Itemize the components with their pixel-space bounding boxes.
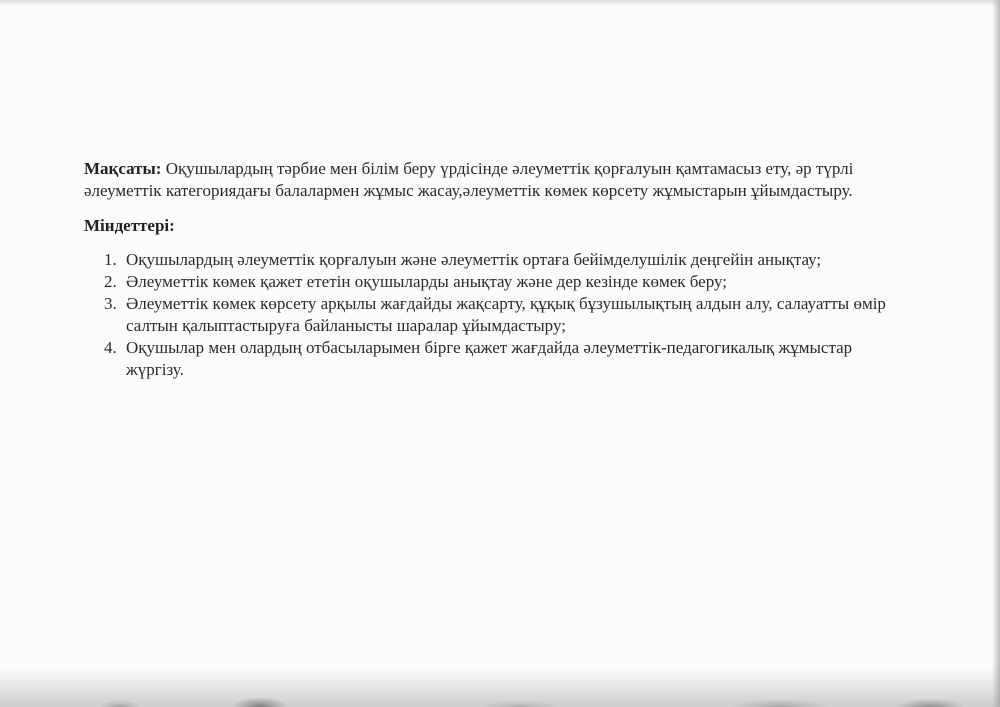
goal-text: Оқушылардың тәрбие мен білім беру үрдісінде әлеуметтік қорғалуын қамтамасыз ету, әр түрлі әлеуметтік категориядағы балалармен жұмыс жасау,әлеуметтік көмек көрсету жұмыстарын ұйымдастыру. <box>84 159 854 200</box>
scan-edge-top <box>0 0 1000 6</box>
task-number: 4. <box>104 338 117 357</box>
task-number: 2. <box>104 272 117 291</box>
task-text: Оқушылар мен олардың отбасыларымен бірге қажет жағдайда әлеуметтік-педагогикалық жұмыстар жүргізу. <box>126 338 853 379</box>
document-body <box>84 158 914 381</box>
task-number: 3. <box>104 294 117 313</box>
scan-edge-right <box>992 0 1000 707</box>
task-text: Оқушылардың әлеуметтік қорғалуын және әлеуметтік ортаға бейімделушілік деңгейін анықтау; <box>126 250 822 269</box>
task-text: Әлеуметтік көмек көрсету арқылы жағдайды жақсарту, құқық бұзушылықтың алдын алу, салауатты өмір салтын қалыптастыруға байланысты шаралар ұйымдастыру; <box>126 294 886 335</box>
goal-label: Мақсаты: <box>84 159 162 178</box>
tasks-heading: Міндеттері: <box>84 216 175 235</box>
tasks-list <box>84 249 914 381</box>
task-item <box>104 337 914 381</box>
task-text: Әлеуметтік көмек қажет ететін оқушыларды анықтау және дер кезінде көмек беру; <box>126 272 728 291</box>
goal-paragraph <box>84 158 914 202</box>
task-item <box>104 271 914 293</box>
task-item <box>104 293 914 337</box>
task-number: 1. <box>104 250 117 269</box>
scan-edge-bottom <box>0 667 1000 707</box>
task-item <box>104 249 914 271</box>
